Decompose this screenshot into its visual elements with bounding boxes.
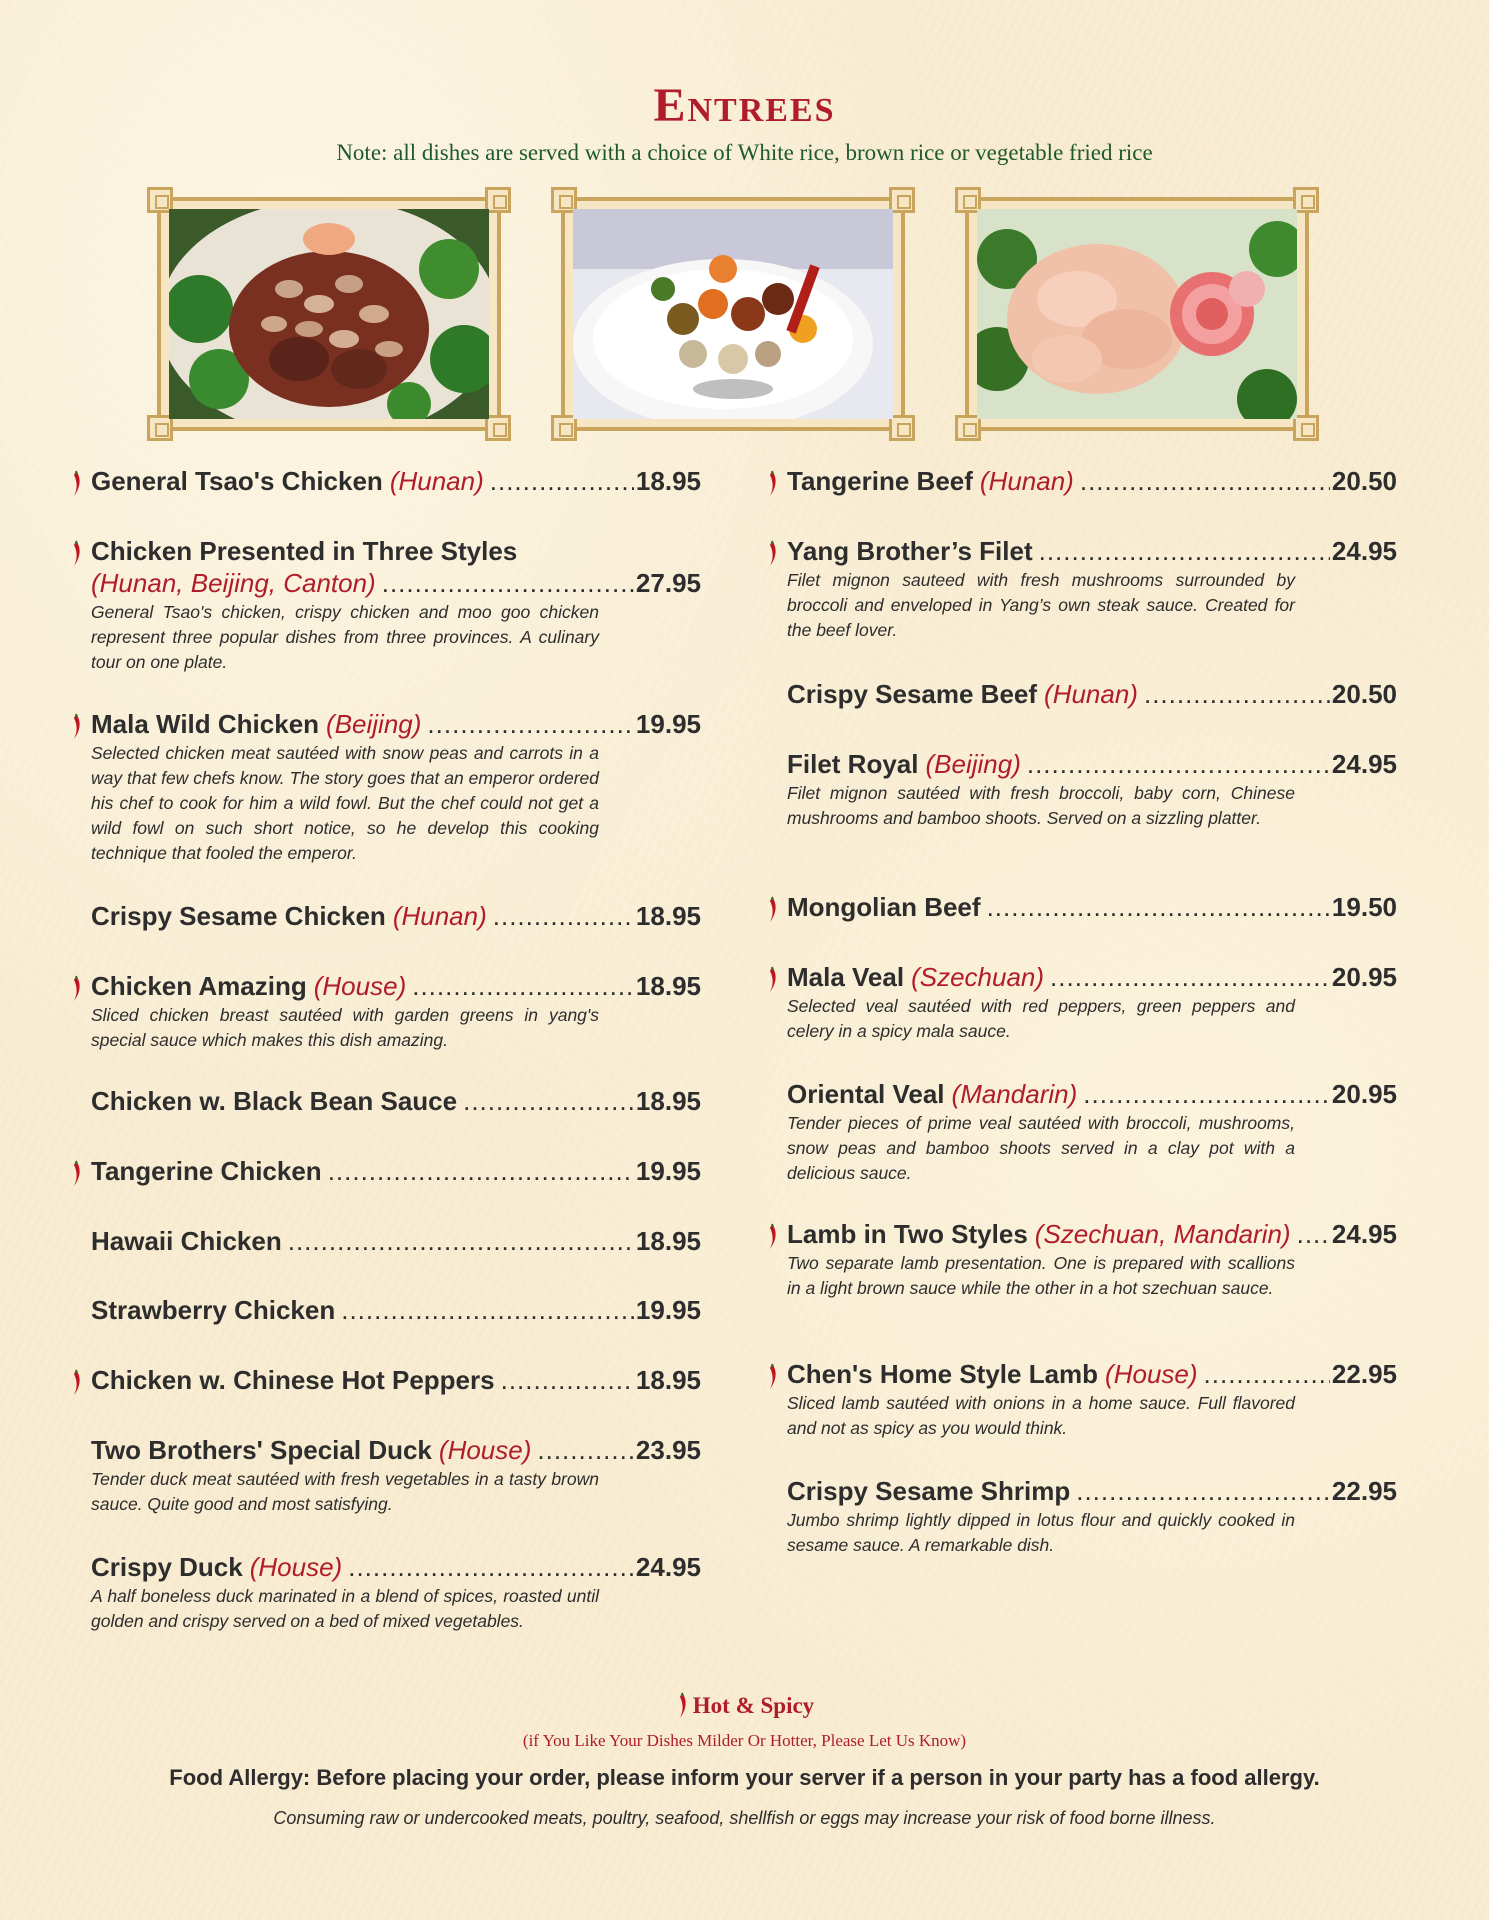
leader-dots [412, 970, 634, 1002]
item-name: Tangerine Chicken [91, 1156, 322, 1186]
item-region: (Beijing) [326, 709, 422, 739]
food-allergy-notice: Food Allergy: Before placing your order, please inform your server if a person in your party has a food allergy. [169, 1765, 1320, 1790]
dish-photo-shrimp [965, 197, 1309, 431]
item-price: 24.95 [1331, 749, 1397, 779]
item-price: 19.95 [635, 709, 701, 739]
item-region: (House) [1105, 1359, 1198, 1389]
chili-pepper-icon [69, 1369, 83, 1397]
leader-dots [328, 1155, 634, 1187]
item-region: (Hunan) [389, 466, 484, 496]
item-price: 24.95 [635, 1552, 701, 1582]
menu-item [91, 1294, 701, 1326]
item-price: 20.95 [1331, 962, 1397, 992]
item-name: Filet Royal [787, 749, 919, 779]
leader-dots [288, 1225, 634, 1257]
item-name: Hawaii Chicken [91, 1226, 282, 1256]
item-region: (Hunan) [392, 901, 487, 931]
leader-dots [427, 708, 634, 740]
menu-item [91, 1225, 701, 1257]
raw-food-warning: Consuming raw or undercooked meats, poultry, seafood, shellfish or eggs may increase your risk of food borne illness. [273, 1808, 1216, 1828]
menu-item [787, 961, 1397, 1044]
menu-item [787, 678, 1397, 710]
item-description: Filet mignon sauteed with fresh mushrooms surrounded by broccoli and enveloped in Yang’s own steak sauce. Created for the beef lover. [787, 570, 1295, 640]
menu-item [787, 1358, 1397, 1441]
leader-dots [1204, 1358, 1330, 1390]
item-description: Selected chicken meat sautéed with snow peas and carrots in a way that few chefs know. The story goes that an emperor ordered his chef to cook for him a wild fowl. But the chef could not get a wild fowl on such short notice, so he develop this cooking technique that fooled the emperor. [91, 743, 599, 863]
chili-pepper-icon [69, 975, 83, 1003]
item-description: Tender duck meat sautéed with fresh vegetables in a tasty brown sauce. Quite good and most satisfying. [91, 1469, 599, 1514]
item-name: Crispy Duck [91, 1552, 243, 1582]
chili-pepper-icon [765, 540, 779, 568]
item-price: 18.95 [635, 901, 701, 931]
item-price: 20.50 [1331, 679, 1397, 709]
item-description: Tender pieces of prime veal sautéed with broccoli, mushrooms, snow peas and bamboo shoots served in a clay pot with a delicious sauce. [787, 1113, 1295, 1183]
menu-item [91, 1155, 701, 1187]
item-price: 18.95 [635, 1226, 701, 1256]
menu-item [787, 1078, 1397, 1186]
item-region: (Szechuan) [911, 962, 1045, 992]
menu-item [787, 1475, 1397, 1558]
menu-item [91, 1434, 701, 1517]
item-description: General Tsao's chicken, crispy chicken and moo goo chicken represent three popular dishes from three provinces. A culinary tour on one plate. [91, 602, 599, 672]
leader-dots [537, 1434, 634, 1466]
leader-dots [341, 1294, 634, 1326]
item-name: Mala Wild Chicken [91, 709, 320, 739]
chili-pepper-icon [69, 1160, 83, 1188]
item-name: Chicken w. Chinese Hot Peppers [91, 1365, 495, 1395]
item-region: (Hunan) [979, 466, 1074, 496]
item-region: (Szechuan, Mandarin) [1034, 1219, 1291, 1249]
item-price: 19.95 [635, 1295, 701, 1325]
leader-dots [1039, 535, 1330, 567]
menu-item [787, 465, 1397, 497]
item-region: (Hunan) [1044, 679, 1138, 709]
item-price: 19.50 [1331, 892, 1397, 922]
item-description: Two separate lamb presentation. One is prepared with scallions in a light brown sauce while the other in a hot szechuan sauce. [787, 1253, 1295, 1298]
leader-dots [1080, 465, 1330, 497]
item-name: Crispy Sesame Chicken [91, 901, 386, 931]
menu-item [91, 1085, 701, 1117]
menu-item [787, 748, 1397, 831]
item-name: Yang Brother’s Filet [787, 536, 1033, 566]
leader-dots [1076, 1475, 1330, 1507]
item-region: (Hunan, Beijing, Canton) [91, 568, 376, 598]
item-price: 18.95 [635, 466, 701, 496]
item-price: 18.95 [635, 1365, 701, 1395]
item-price: 19.95 [635, 1156, 701, 1186]
item-price: 18.95 [635, 1086, 701, 1116]
item-name: Lamb in Two Styles [787, 1219, 1028, 1249]
rice-note: Note: all dishes are served with a choice of White rice, brown rice or vegetable fried rice [336, 140, 1153, 165]
leader-dots [490, 465, 634, 497]
leader-dots [501, 1364, 634, 1396]
chili-pepper-icon [765, 1363, 779, 1391]
menu-item [91, 535, 701, 675]
menu-item [91, 1551, 701, 1634]
menu-item [91, 970, 701, 1053]
menu-item [91, 708, 701, 866]
leader-dots [493, 900, 634, 932]
item-name: Mongolian Beef [787, 892, 981, 922]
item-price: 24.95 [1331, 1219, 1397, 1249]
item-description: A half boneless duck marinated in a blend of spices, roasted until golden and crispy served on a bed of mixed vegetables. [91, 1586, 599, 1631]
item-description: Jumbo shrimp lightly dipped in lotus flour and quickly cooked in sesame sauce. A remarkable dish. [787, 1510, 1295, 1555]
menu-item [787, 535, 1397, 643]
item-region: (House) [249, 1552, 343, 1582]
item-price: 22.95 [1331, 1359, 1397, 1389]
item-region: (Mandarin) [951, 1079, 1078, 1109]
dish-photo-mixed [561, 197, 905, 431]
menu-item [91, 900, 701, 932]
menu-item [91, 1364, 701, 1396]
leader-dots [463, 1085, 634, 1117]
item-name: General Tsao's Chicken [91, 466, 383, 496]
hot-spicy-label: Hot & Spicy [692, 1693, 815, 1718]
item-region: (House) [438, 1435, 532, 1465]
item-name: Mala Veal [787, 962, 905, 992]
leader-dots [1297, 1218, 1330, 1250]
item-price: 27.95 [635, 568, 701, 598]
menu-item [787, 1218, 1397, 1301]
item-name: Crispy Sesame Beef [787, 679, 1038, 709]
item-price: 24.95 [1331, 536, 1397, 566]
leader-dots [382, 567, 634, 599]
item-name: Chen's Home Style Lamb [787, 1359, 1099, 1389]
item-price: 23.95 [635, 1435, 701, 1465]
item-description: Selected veal sautéed with red peppers, green peppers and celery in a spicy mala sauce. [787, 996, 1295, 1041]
leader-dots [1027, 748, 1330, 780]
item-description: Sliced chicken breast sautéed with garden greens in yang's special sauce which makes this dish amazing. [91, 1005, 599, 1050]
menu-item [91, 465, 701, 497]
chili-pepper-icon [675, 1692, 689, 1720]
chili-pepper-icon [765, 966, 779, 994]
hot-spicy-note: (if You Like Your Dishes Milder Or Hotter, Please Let Us Know) [522, 1731, 967, 1750]
menu-item [787, 891, 1397, 923]
item-price: 20.50 [1331, 466, 1397, 496]
item-name: Chicken Amazing [91, 971, 307, 1001]
leader-dots [1083, 1078, 1330, 1110]
spicy-legend [0, 1692, 1489, 1751]
item-name: Chicken Presented in Three Styles [91, 536, 518, 566]
dish-photo-beef [157, 197, 501, 431]
item-region: (Beijing) [925, 749, 1021, 779]
item-name: Oriental Veal [787, 1079, 945, 1109]
item-name: Chicken w. Black Bean Sauce [91, 1086, 458, 1116]
item-description: Filet mignon sautéed with fresh broccoli, baby corn, Chinese mushrooms and bamboo shoots. Served on a sizzling platter. [787, 783, 1295, 828]
item-name: Two Brothers' Special Duck [91, 1435, 432, 1465]
item-name: Tangerine Beef [787, 466, 973, 496]
chili-pepper-icon [69, 470, 83, 498]
leader-dots [1144, 678, 1330, 710]
item-region: (House) [313, 971, 407, 1001]
item-description: Sliced lamb sautéed with onions in a home sauce. Full flavored and not as spicy as you would think. [787, 1393, 1295, 1438]
chili-pepper-icon [69, 713, 83, 741]
chili-pepper-icon [765, 896, 779, 924]
leader-dots [1050, 961, 1330, 993]
item-name: Strawberry Chicken [91, 1295, 336, 1325]
leader-dots [987, 891, 1330, 923]
page-title: Entrees [653, 79, 836, 132]
item-name: Crispy Sesame Shrimp [787, 1476, 1071, 1506]
item-price: 22.95 [1331, 1476, 1397, 1506]
item-price: 18.95 [635, 971, 701, 1001]
chili-pepper-icon [765, 470, 779, 498]
leader-dots [348, 1551, 634, 1583]
item-price: 20.95 [1331, 1079, 1397, 1109]
chili-pepper-icon [69, 540, 83, 568]
chili-pepper-icon [765, 1223, 779, 1251]
